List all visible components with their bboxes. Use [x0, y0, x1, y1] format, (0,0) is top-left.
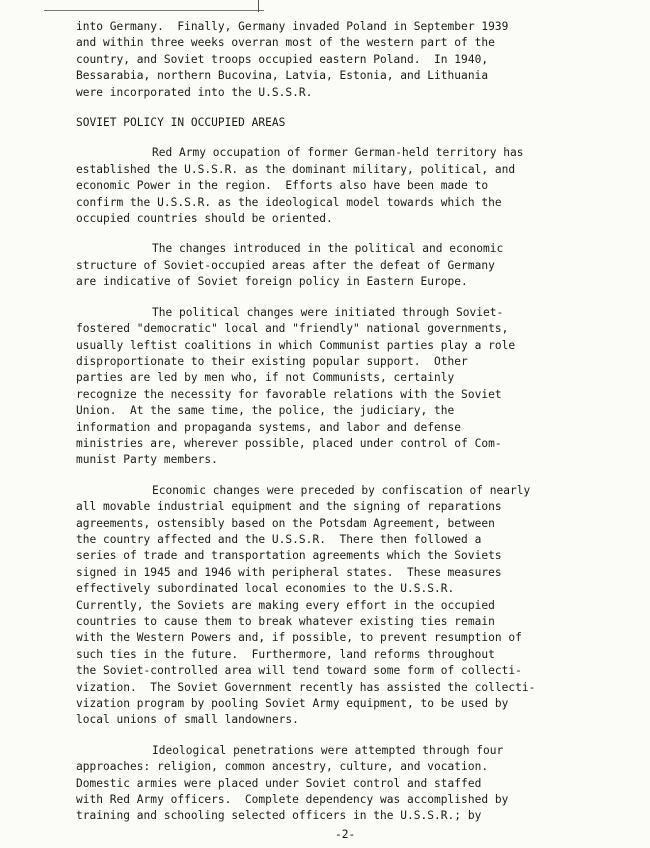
paragraph-changes: [76, 241, 576, 290]
section-heading: SOVIET POLICY IN OCCUPIED AREAS: [76, 116, 286, 130]
text-line: Ideological penetrations were attempted through four: [152, 743, 504, 757]
text-line: agreements, ostensibly based on the Potsdam Agreement, between: [76, 516, 495, 530]
text-line: Bessarabia, northern Bucovina, Latvia, Estonia, and Lithuania: [76, 69, 489, 83]
text-line: confirm the U.S.S.R. as the ideological model towards which the: [76, 195, 502, 209]
text-line: and within three weeks overran most of the western part of the: [76, 36, 495, 50]
text-line: vization. The Soviet Government recently has assisted the collecti-: [76, 680, 536, 694]
text-line: such ties in the future. Furthermore, land reforms throughout: [76, 647, 495, 661]
text-line: are indicative of Soviet foreign policy in Eastern Europe.: [76, 275, 468, 289]
text-line: structure of Soviet-occupied areas after the defeat of Germany: [76, 258, 495, 272]
text-line: The political changes were initiated through Soviet-: [152, 305, 504, 319]
paragraph-continuation: [76, 19, 576, 101]
text-line: with Red Army officers. Complete dependency was accomplished by: [76, 793, 509, 807]
paragraph-political: [76, 305, 576, 469]
text-line: the country affected and the U.S.S.R. There then followed a: [76, 532, 482, 546]
text-line: fostered "democratic" local and "friendly" national governments,: [76, 322, 509, 336]
document-body: [76, 19, 576, 825]
paragraph-ideological: [76, 743, 576, 825]
text-line: were incorporated into the U.S.S.R.: [76, 85, 313, 99]
text-line: established the U.S.S.R. as the dominant military, political, and: [76, 162, 516, 176]
text-line: vization program by pooling Soviet Army equipment, to be used by: [76, 697, 509, 711]
text-line: local unions of small landowners.: [76, 713, 299, 727]
text-line: Economic changes were preceded by confiscation of nearly: [152, 483, 531, 497]
text-line: economic Power in the region. Efforts also have been made to: [76, 179, 489, 193]
text-line: ministries are, wherever possible, placed under control of Com-: [76, 436, 502, 450]
text-line: training and schooling selected officers in the U.S.S.R.; by: [76, 809, 482, 823]
text-line: into Germany. Finally, Germany invaded Poland in September 1939: [76, 20, 509, 33]
text-line: disproportionate to their existing popular support. Other: [76, 354, 468, 368]
text-line: Red Army occupation of former German-held territory has: [152, 146, 524, 160]
paragraph-red-army: [76, 145, 576, 227]
text-line: the Soviet-controlled area will tend toward some form of collecti-: [76, 664, 522, 678]
text-line: usually leftist coalitions in which Communist parties play a role: [76, 338, 516, 352]
text-line: Union. At the same time, the police, the judiciary, the: [76, 404, 455, 418]
text-line: signed in 1945 and 1946 with peripheral states. These measures: [76, 565, 502, 579]
text-line: series of trade and transportation agreements which the Soviets: [76, 549, 502, 563]
top-tick-mark: [258, 0, 259, 12]
text-line: recognize the necessity for favorable relations with the Soviet: [76, 387, 502, 401]
text-line: parties are led by men who, if not Communists, certainly: [76, 371, 455, 385]
text-line: occupied countries should be oriented.: [76, 212, 333, 226]
text-line: information and propaganda systems, and labor and defense: [76, 420, 462, 434]
text-line: effectively subordinated local economies to the U.S.S.R.: [76, 582, 455, 596]
text-line: Currently, the Soviets are making every effort in the occupied: [76, 598, 495, 612]
text-line: countries to cause them to break whatever existing ties remain: [76, 615, 495, 628]
text-line: munist Party members.: [76, 453, 218, 467]
text-line: The changes introduced in the political and economic: [152, 242, 504, 256]
text-line: with the Western Powers and, if possible, to prevent resumption of: [76, 631, 522, 645]
text-line: all movable industrial equipment and the signing of reparations: [76, 500, 502, 514]
text-line: Domestic armies were placed under Soviet control and staffed: [76, 776, 482, 790]
paragraph-economic: [76, 483, 576, 729]
top-rule-mark: [44, 10, 264, 11]
text-line: country, and Soviet troops occupied eastern Poland. In 1940,: [76, 52, 489, 66]
text-line: approaches: religion, common ancestry, culture, and vocation.: [76, 760, 489, 774]
page-number: -2-: [335, 828, 356, 841]
